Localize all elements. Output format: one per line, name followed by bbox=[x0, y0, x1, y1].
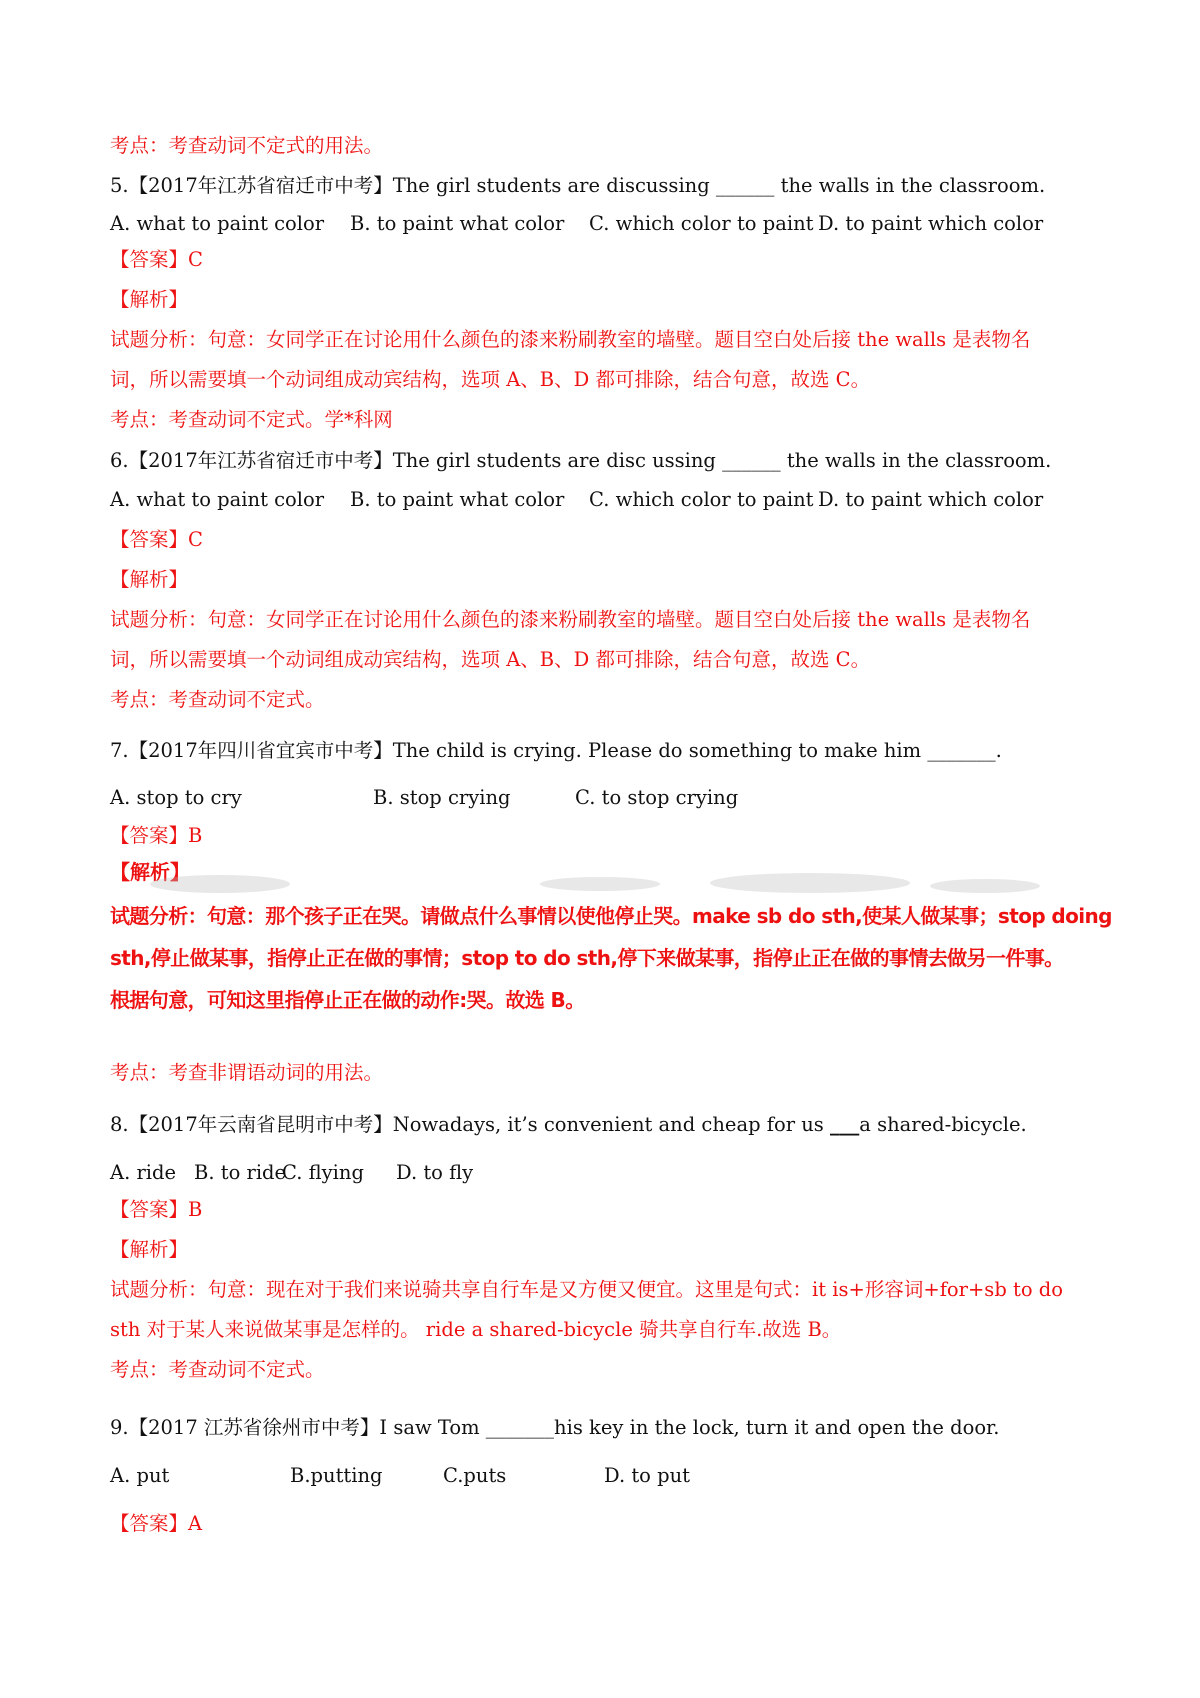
q6-analysis-1: 试题分析：句意：女同学正在讨论用什么颜色的漆来粉刷教室的墙壁。题目空白处后接 the walls 是表物名 bbox=[110, 608, 1031, 631]
q8-option-b: B. to ride bbox=[194, 1161, 287, 1184]
q8-answer: 【答案】B bbox=[110, 1198, 203, 1221]
q5-option-d: D. to paint which color bbox=[818, 212, 1044, 235]
q6-kaodian: 考点：考查动词不定式。 bbox=[110, 688, 325, 711]
q6-answer: 【答案】C bbox=[110, 528, 203, 551]
q7-answer: 【答案】B bbox=[110, 824, 203, 847]
q6-jiexi: 【解析】 bbox=[110, 568, 189, 591]
q9-stem: 9.【2017 江苏省徐州市中考】I saw Tom _______his key in the lock, turn it and open the door. bbox=[110, 1416, 1000, 1439]
q7-scanned-analysis bbox=[110, 895, 1110, 1045]
q6-option-d: D. to paint which color bbox=[818, 488, 1044, 511]
q7-option-c: C. to stop crying bbox=[575, 786, 739, 809]
q7-stem: 7.【2017年四川省宜宾市中考】The child is crying. Please do something to make him _______. bbox=[110, 739, 1002, 762]
q5-option-c: C. which color to paint bbox=[589, 212, 814, 235]
q6-options bbox=[110, 486, 1110, 514]
q5-jiexi: 【解析】 bbox=[110, 288, 189, 311]
q7-jiexi: 【解析】 bbox=[110, 860, 190, 884]
q8-options bbox=[110, 1159, 710, 1187]
q5-options bbox=[110, 210, 1110, 238]
q8-jiexi: 【解析】 bbox=[110, 1238, 189, 1261]
q5-kaodian: 考点：考查动词不定式。学*科网 bbox=[110, 408, 393, 431]
q9-option-a: A. put bbox=[110, 1464, 170, 1487]
q8-kaodian: 考点：考查动词不定式。 bbox=[110, 1358, 325, 1381]
q9-option-c: C.puts bbox=[443, 1464, 507, 1487]
q8-analysis-1: 试题分析：句意：现在对于我们来说骑共享自行车是又方便又便宜。这里是句式：it is+形容词+for+sb to do bbox=[110, 1278, 1063, 1301]
q9-answer: 【答案】A bbox=[110, 1512, 203, 1535]
q8-option-d: D. to fly bbox=[396, 1161, 474, 1184]
q8-stem bbox=[110, 1111, 1027, 1139]
q9-options bbox=[110, 1462, 810, 1490]
q7-analysis-1: 试题分析：句意：那个孩子正在哭。请做点什么事情以使他停止哭。make sb do sth,使某人做某事；stop doing bbox=[110, 904, 1112, 928]
q6-option-b: B. to paint what color bbox=[350, 488, 565, 511]
q5-stem: 5.【2017年江苏省宿迁市中考】The girl students are discussing ______ the walls in the classroom. bbox=[110, 174, 1046, 197]
q5-answer: 【答案】C bbox=[110, 248, 203, 271]
q6-analysis-2: 词，所以需要填一个动词组成动宾结构，选项 A、B、D 都可排除，结合句意，故选 C。 bbox=[110, 648, 871, 671]
q7-kaodian: 考点：考查非谓语动词的用法。 bbox=[110, 1061, 384, 1084]
q5-prev-kaodian: 考点：考查动词不定式的用法。 bbox=[110, 134, 384, 157]
q7-option-b: B. stop crying bbox=[373, 786, 511, 809]
q5-analysis-1: 试题分析：句意：女同学正在讨论用什么颜色的漆来粉刷教室的墙壁。题目空白处后接 the walls 是表物名 bbox=[110, 328, 1031, 351]
q6-option-c: C. which color to paint bbox=[589, 488, 814, 511]
q8-stem-blank: ___ bbox=[830, 1113, 860, 1136]
q9-option-b: B.putting bbox=[290, 1464, 383, 1487]
q8-stem-end: a shared-bicycle. bbox=[859, 1113, 1027, 1136]
q8-option-c: C. flying bbox=[282, 1161, 364, 1184]
q7-options bbox=[110, 784, 1110, 812]
q9-option-d: D. to put bbox=[604, 1464, 690, 1487]
q5-option-b: B. to paint what color bbox=[350, 212, 565, 235]
q8-option-a: A. ride bbox=[110, 1161, 177, 1184]
q5-option-a: A. what to paint color bbox=[110, 212, 325, 235]
q7-analysis-2: sth,停止做某事，指停止正在做的事情；stop to do sth,停下来做某事，指停止正在做的事情去做另一件事。 bbox=[110, 946, 1064, 970]
q6-option-a: A. what to paint color bbox=[110, 488, 325, 511]
q7-analysis-3: 根据句意，可知这里指停止正在做的动作:哭。故选 B。 bbox=[110, 988, 585, 1012]
q8-analysis-2: sth 对于某人来说做某事是怎样的。 ride a shared-bicycle 骑共享自行车.故选 B。 bbox=[110, 1318, 842, 1341]
q8-stem-start: 8.【2017年云南省昆明市中考】Nowadays, it’s convenient and cheap for us bbox=[110, 1113, 830, 1136]
q5-analysis-2: 词，所以需要填一个动词组成动宾结构，选项 A、B、D 都可排除，结合句意，故选 C。 bbox=[110, 368, 871, 391]
q7-option-a: A. stop to cry bbox=[110, 786, 242, 809]
q6-stem: 6.【2017年江苏省宿迁市中考】The girl students are disc ussing ______ the walls in the classroom. bbox=[110, 449, 1052, 472]
